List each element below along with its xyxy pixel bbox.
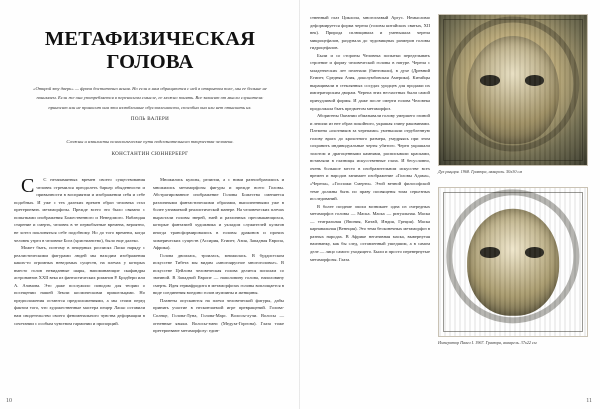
- paragraph: Планеты опускаются на плечи человеческой фигуры, дабы принять участие в нескончаемой игре превращений. Голова-Солнце, Голова-Луна, Голова-Марс. Волосы-лучи. Волосы — огненные языки. Волосы-змеи (Медуза-Горгона). Глаза тоже претерпевают метаморфозу: един-: [153, 297, 284, 334]
- page-number-left: 10: [6, 398, 12, 404]
- figure-caption: Дух рыцаря. 1968. Гравюра, акварель. 50х30 см: [438, 169, 523, 174]
- left-column-2: [153, 176, 284, 334]
- right-page: [300, 0, 600, 409]
- artwork-image: [438, 14, 588, 166]
- paragraph: Были и со стороны Человека попытки переделывать строение и форму человеческой головы в натуре. Черепа с младенческих лет пеленали (бинтовали), в духе (Древний Египет, Средняя Азия, доколумбовская Америка). Китайцы выращивали в стеклянных сосудах уродцев для продажи их императорским дворам. Черепа этих несчастных были самой причудливой формы. И даже после смерти голова Человека продолжала быть предметом метаморфоз.: [310, 52, 430, 111]
- artwork-detail: [439, 15, 587, 165]
- page-title: МЕТАФИЗИЧЕСКАЯ ГОЛОВА: [44, 28, 256, 73]
- body-text: [153, 176, 284, 334]
- epigraph-2-author: КОНСТАНТИН СЮННЕРБЕРГ: [111, 151, 189, 157]
- artwork-detail: [439, 188, 587, 336]
- paragraph: ственный глаз Циклопа, многоглавый Аргус. Немыслимо деформируется форма черепа (головы китайских святых, XII век). Природа сплющивала и уменьшала черепа микроцефалов, раздувала до чудовищных размеров головы гидроцефалов.: [310, 15, 430, 51]
- figure-column: [438, 14, 588, 347]
- paragraph: В более поздние эпохи возникает одна из очередных метаморфоз головы — Маска. Маска — ритуальная. Маска — театральная (Япония, Китай, Индия, Греция). Маска карнавальная (Венеция). Это тема бесконечных метаморфоз в разных народах. В Африке негативная маска, вывернутая наизнанку, как бы след, оставленный ушедшим, а в самом деле — лицо самого уходящего. Были и просто перевернутые метаморфозы. Глаза.: [310, 203, 431, 262]
- epigraph-1-author: ПОЛЬ ВАЛЕРИ: [130, 117, 170, 123]
- paragraph-text: С незапамятных времен своего существования человек стремился преодолеть барьер обыденности и привычности в восприятии и изображении себя и себе подобных. И уже с тех далеких времен образ человека стал претерпевать метаморфозы. Прежде всего это было связано с попытками изображения Божественного и Неведомого. Наблюдая старение и смерть, человек в те первобытные времена, вероятно, не хотел поклоняться себе подобному. Но до того времени, когда человек узрел в человеке Бога (христианство), было еще далеко.: [14, 177, 145, 243]
- figure-emperor-paul: [438, 187, 588, 346]
- body-text: [14, 176, 145, 327]
- left-page-columns: [14, 176, 286, 334]
- paragraph: Множились культы, религии, а с ними разнообразились и множились метаморфозы фигуры и прежде всего Головы. Абстрагированное изображение Головы Божества сменяется различными фантастическими образами, выполненными уже в более узнаваемой реалистической манере. На человеческих плечах вырастали головы зверей, змей и различных пресмыкающихся, которые фантазией художника и укладом служителей культов иногда трансформировались в головы драконов и прочих химерических существ (Ассирия, Египет, Азия, Западная Европа, Африка).: [153, 177, 284, 251]
- figure-knight-spirit: [438, 14, 588, 175]
- epigraph-2: [30, 137, 270, 160]
- paragraph: Аборигены Океании обмазывали голову умершего глиной и лепили из нее образ покойного, украшая глину раковинами. Племена «охотников за черепами» уменьшали отрубленную голову врага до крохотного размера, умудряясь при этом сохранить индивидуальные черты убитого. Череп украшали золотом и драгоценными камнями, расписывали красками, вставляли в глазницы искусственные глаза. И бесусловно, очень большое место в изобразительном искусстве всех времен и народов занимает изображение «Головы Адама», «Черепа», «Госпожи Смерти». Этой вечной философской теме должны быть по праву посвящены тома серьезных исследований.: [310, 113, 430, 202]
- figure-caption: Император Павел I. 1967. Гравюра, акварель. 37х22 см: [438, 340, 537, 346]
- artwork-inner-frame: [443, 192, 583, 332]
- paragraph: Может быть, поэтому в пещерных росписях Ласко наряду с реалистическими фигурами людей мы находим изображения каких-то огромных неведомых существ, на плечах у которых вместо голов невиданные шары, напоминающие скафандры астронавтов XXII века из фантастических романов Р. Брэдбери или А. Азимова. Это даже послужило поводом для теории о посещении нашей Земли космическими пришельцами. Но предположения остаются предположениями, а мы стоим перед фактом того, что художественные мастера пещер Ласко оставили нам свидетельство своего феноменального чувства деформации в сочетании с особым чувством гармонии и пропорций.: [14, 245, 145, 326]
- artwork-image: [438, 187, 588, 337]
- paragraph: Голова двоилась, троилась, множилась. В буддистском искусстве Тибета мы видим «многоярусное многоголовье». В искусстве Цейлона человеческая голова делится пополам со змеиной. В Западной Европе — наполовину голова, наполовину смерть. Идея гермафродита в метаморфозах головы воплощается в виде соединения воедино голов мужчины и женщины.: [153, 252, 284, 296]
- page-number-right: 11: [586, 398, 592, 404]
- epigraph-1-text: «Открой эту дверь» — фраза достаточно ясная. Но если к нам обращаются с ней в открытом поле, мы ее больше не понимаем. Если же она употребляется в переносном смысле, ее можно понять. Все зависит от мысли слушателя: приносит или не приносит она эти излюбленные обусловленности, способна она или нет отыскать их.: [33, 86, 267, 110]
- paragraph: [14, 176, 145, 244]
- artwork-inner-frame: [443, 19, 583, 161]
- epigraph-2-text: Сложны и извилисты психологические пути подсознательного творчества человека.: [66, 139, 234, 145]
- epigraph-1: [30, 84, 270, 125]
- left-column-1: [14, 176, 145, 334]
- drop-cap: С: [21, 175, 35, 198]
- right-page-columns: [310, 14, 588, 347]
- body-text: [310, 14, 430, 263]
- right-column-1: [310, 14, 430, 347]
